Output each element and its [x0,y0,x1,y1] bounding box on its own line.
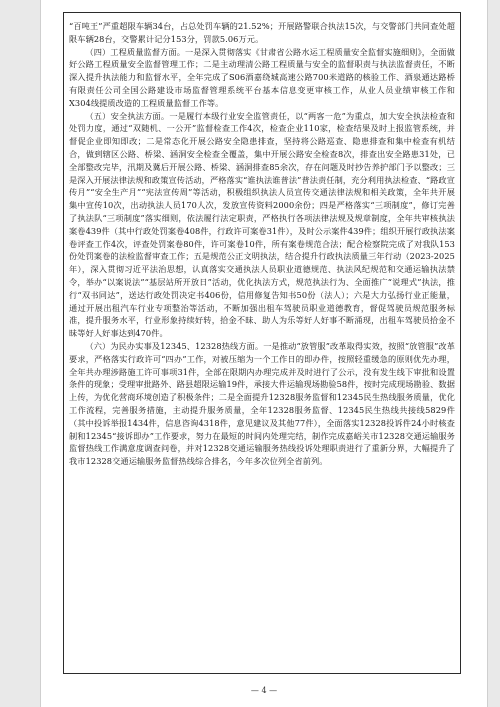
document-page [40,0,488,707]
paragraph-overload-summary: “百吨王”严重超限车辆34台，占总处罚车辆的21.52%；开展路警联合执法15次，与交警部门共同查处超限车辆28台，交警累计记分153分，罚款5.06万元。 [69,21,455,44]
paragraph-public-service-hotlines: （六）为民办实事及12345、12328热线方面。一是推动“放管服”改革取得实效，按照“放管服”改革要求，严格落实行政许可“四办”工作，对被压缩为一个工作日的即办件，按照轻重缓急的原则优先办理，全年共办理涉路施工许可事项31件，全部在限期内办理完成并及时进行了公示，没有发生线下审批和设置条件的现象；受理审批路外、路县超限运输19件，承接大件运输现场勘验58件，按时完成现场勘验、数据上传，为优化营商环境创造了积极条件；二是全面提升12328服务监督和12345民生热线服务质量，优化工作流程，完善服务措施，主动提升服务质量，全年12328服务监督、12345民生热线共接线5829件（其中投诉举报1434件，信息咨询4318件，意见建议及其他77件），全面落实12328投诉件24小时核查制和12345“接诉即办”工作要求，努力在最短的时间内处理完结，制作完成嘉峪关市12328交通运输服务监督热线工作满意度调查问卷，并对12328交通运输服务热线投诉处理职责进行了重新分界，大幅提升了我市12328交通运输服务监督热线综合排名，今年多次位列全省前列。 [69,340,455,467]
paragraph-quality-supervision: （四）工程质量监督方面。一是深入贯彻落实《甘肃省公路水运工程质量安全监督实施细则》，全面做好公路工程质量安全监督管理工作；二是主动理清公路工程质量与安全的监督职责与执法监督责任，不断深入提升执法能力和监督水平，全年完成了S06酒嘉绕城高速公路700米道路的核验工作、酒泉通达路桥有限责任公司全国公路建设市场监督管理系统平台基本信息变更审核工作，从业人员业绩审核工作和X304线提质改造的工程质量监督工作等。 [69,46,455,108]
paragraph-safety-enforcement: （五）安全执法方面。一是履行本级行业安全监管责任，以“两客一危”为重点，加大安全执法检查和处罚力度，通过“双随机、一公开”监督检查工作4次，检查企业110家，检查结果及时上报监管系统，并督促企业即知即改；二是常态化开展公路安全隐患排查，坚持将公路巡查、隐患排查和集中检查有机结合，做到辖区公路、桥梁、涵洞安全检查全覆盖，集中开展公路安全检查8次，排查出安全路患31处，已全部整改完毕，汛期及冀后开展公路、桥梁、涵洞排查85余次，存在问题及时抄告养护部门予以整改；三是深入开展法律法规和政策宣传活动，严格落实“谁执法谁普法”普法责任制，充分利用执法检查、“路政宣传月”“安全生产月”“宪法宣传周”等活动，积极组织执法人员宣传交通法律法规和相关政策，全年共开展集中宣传10次，出动执法人员170人次，发放宣传资料2000余份；四是严格落实“三项制度”，修订完善了执法队“三项制度”落实细则，依法履行法定职责，严格执行各项法律法规及规章制度，全年共审核执法案卷439件（其中行政处罚案卷408件，行政许可案卷31件），及时公示案件439件；组织开展行政执法案卷评查工作4次，评查处罚案卷80件，许可案卷10件，所有案卷规范合法；配合检察院完成了对我队153份处罚案卷的法检监督审查工作；五是规范公正文明执法，结合提升行政执法质量三年行动（2023-2025年），深入贯彻习近平法治思想，认真落实交通执法人员职业道德规范、执法风纪规范和交通运输执法禁令，举办“以案说法”“基层站所开放日”活动，优化执法方式，规范执法行为、全面推广“说理式”执法，推行“双书同达”，送达行政处罚决定书406份，信用修复告知书50份（法人）；六是大力弘扬行业正能量，通过开展出租汽车行业专项整治等活动，不断加强出租车驾驶员职业道德教育，督促驾驶员规范服务标准，提升服务水平，行业形象持续好转，拾金不昧、助人为乐等好人好事不断涌现，出租车驾驶员拾金不昧等好人好事达到470件。 [69,110,455,339]
page-number: — 4 — [250,686,278,695]
document-body [69,20,455,468]
